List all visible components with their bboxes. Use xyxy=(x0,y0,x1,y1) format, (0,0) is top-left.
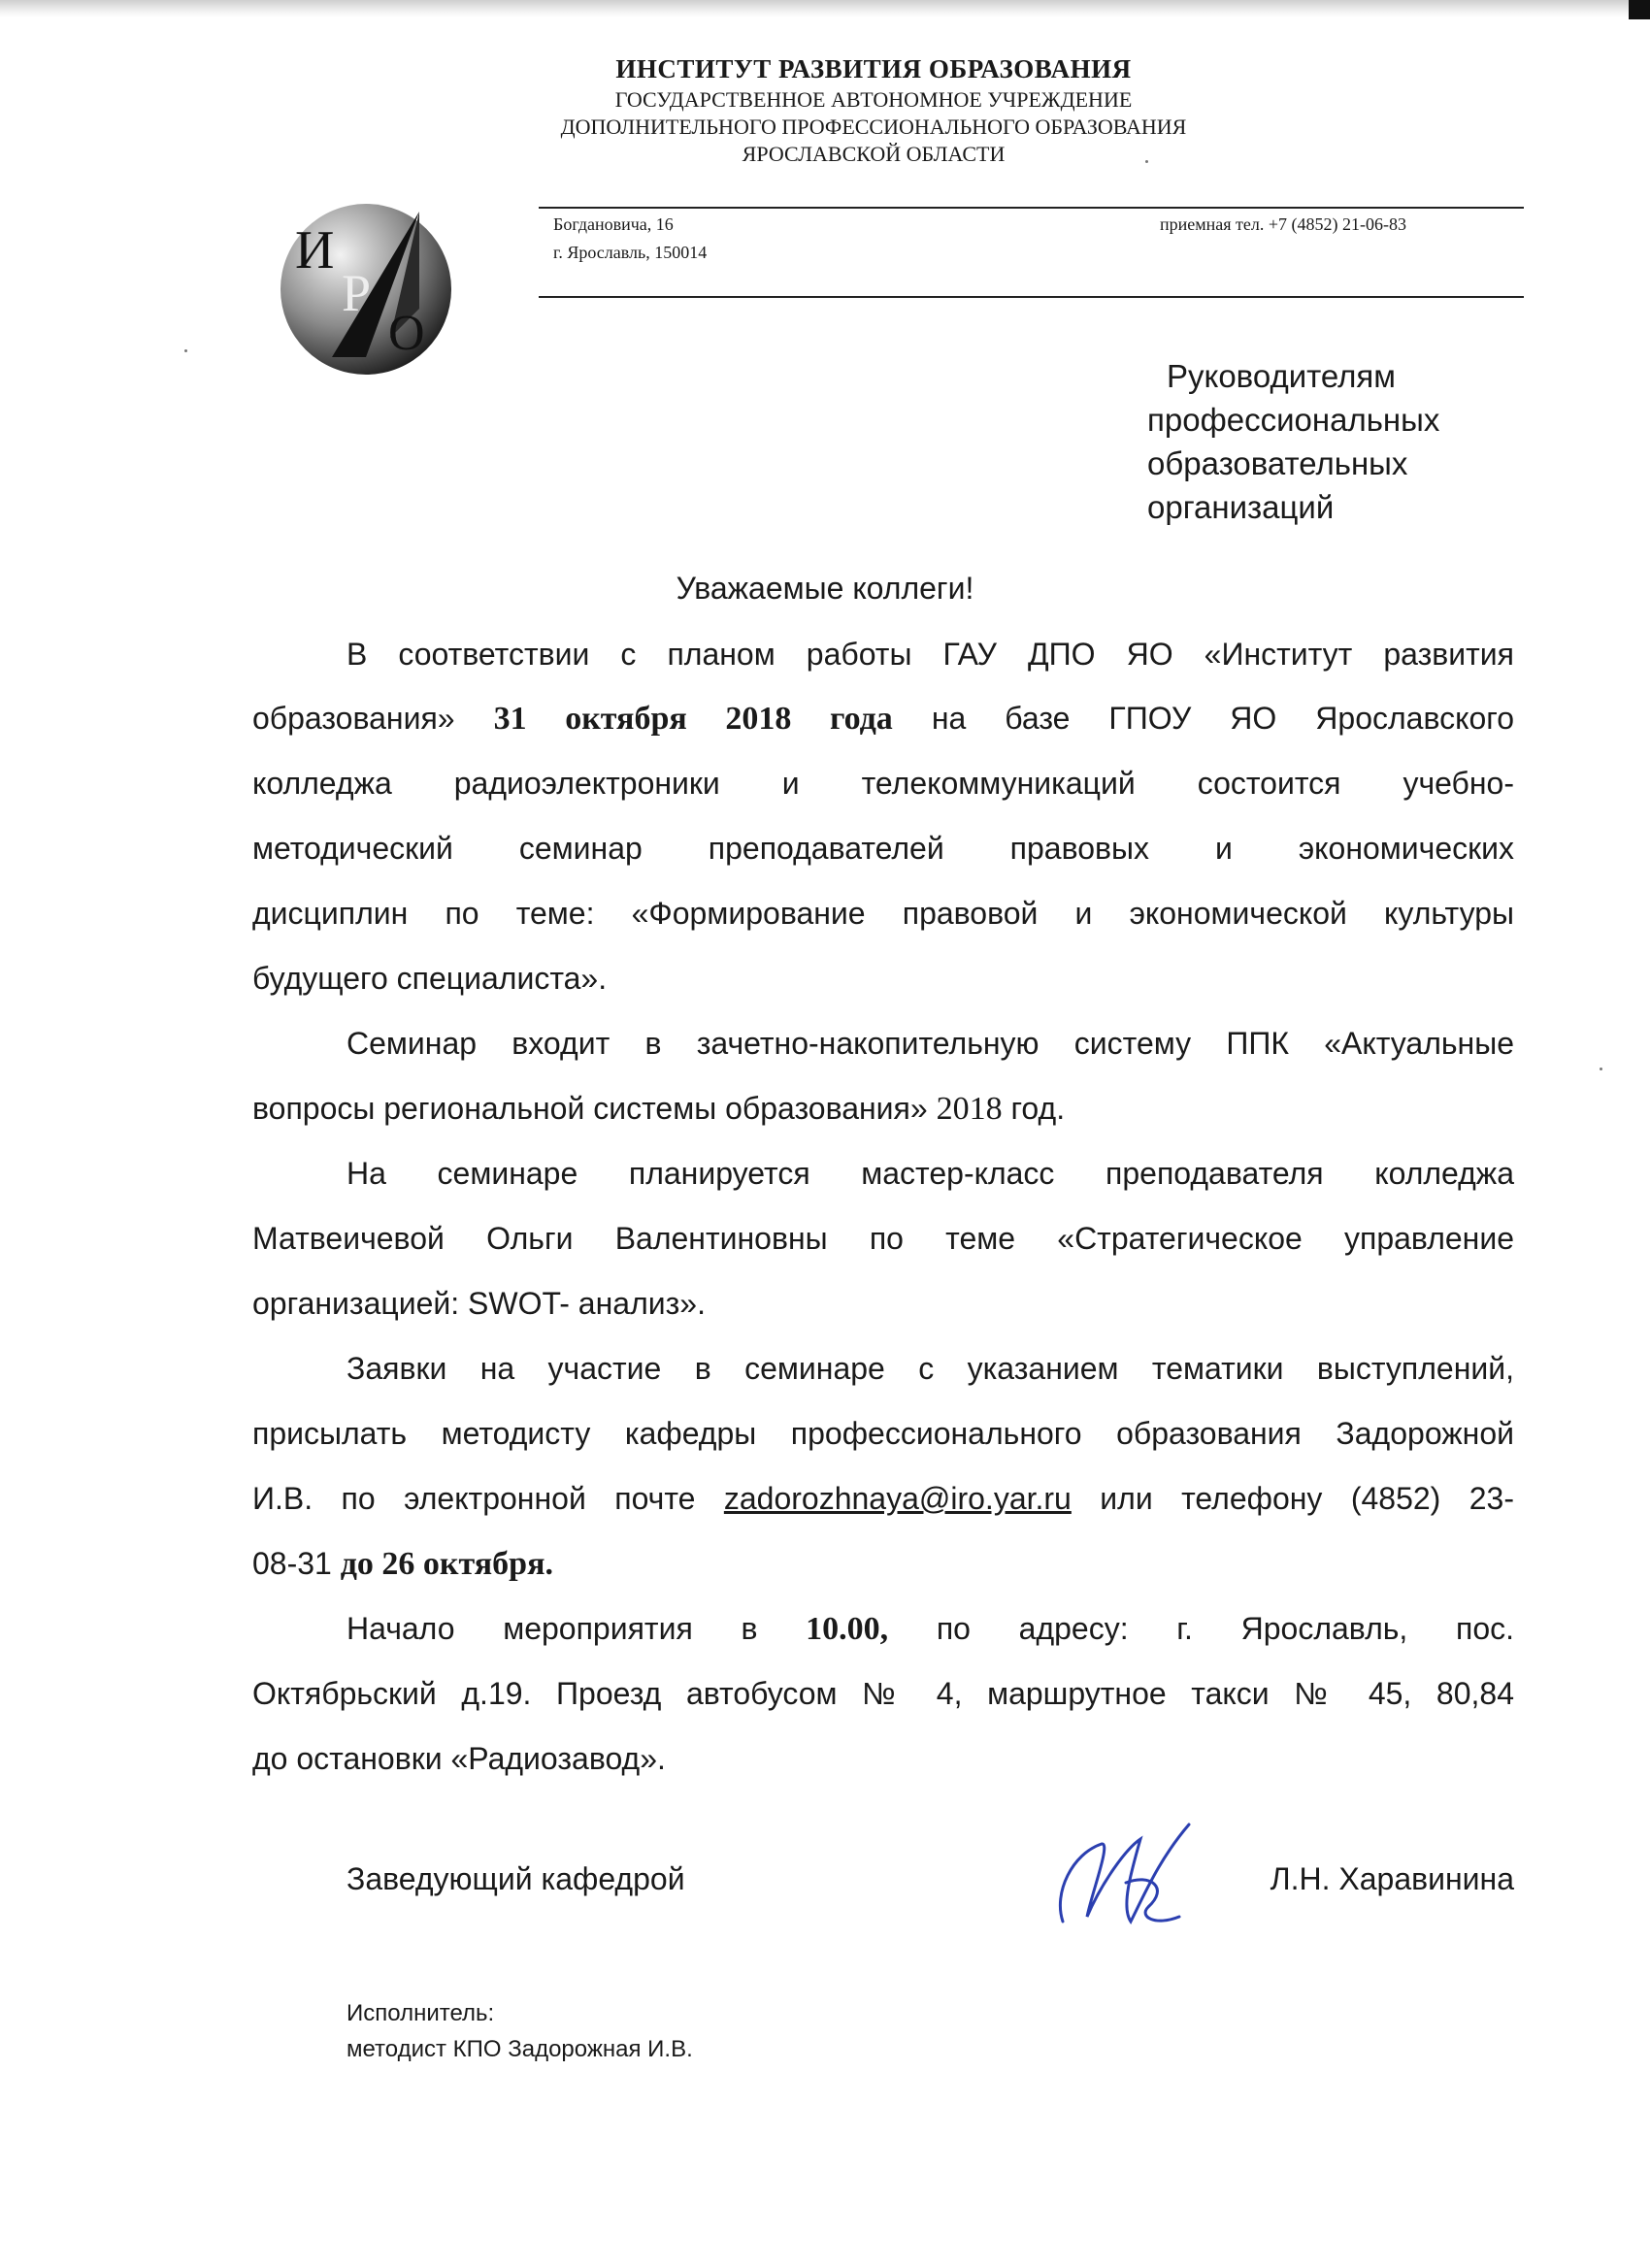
seminar-date: 31 октября 2018 года xyxy=(493,701,893,737)
institute-type-line-2: ДОПОЛНИТЕЛЬНОГО ПРОФЕССИОНАЛЬНОГО ОБРАЗОВАНИЯ xyxy=(560,115,1187,139)
recipient-block xyxy=(1147,354,1555,529)
start-time: 10.00, xyxy=(806,1611,889,1647)
body-line: будущего специалиста». xyxy=(252,961,608,996)
signatory-name: Л.Н. Харавинина xyxy=(1270,1861,1514,1896)
reception-phone: приемная тел. +7 (4852) 21-06-83 xyxy=(1160,214,1407,234)
handwritten-signature xyxy=(1034,1815,1208,1951)
letterhead-bottom-rule xyxy=(539,296,1524,298)
recipient-line: образовательных xyxy=(1147,445,1408,481)
letterhead-top-rule xyxy=(539,207,1524,209)
body-line: Заявки на участие в семинаре с указанием тематики выступлений, xyxy=(346,1351,1514,1386)
greeting: Уважаемые коллеги! xyxy=(676,571,974,606)
recipient-line: Руководителям xyxy=(1167,358,1396,394)
deadline: до 26 октября. xyxy=(340,1546,553,1582)
svg-text:И: И xyxy=(295,220,335,280)
signatory-role: Заведующий кафедрой xyxy=(346,1861,685,1896)
body-line: присылать методисту кафедры профессионального образования Задорожной xyxy=(252,1416,1514,1451)
body-line: организацией: SWOT- анализ». xyxy=(252,1286,706,1321)
iro-logo xyxy=(274,192,458,377)
scan-corner-mark xyxy=(1629,0,1650,19)
body-line: образования» 31 октября 2018 года на базе ГПОУ ЯО Ярославского xyxy=(252,701,1515,737)
body-line: вопросы региональной системы образования» 2018 год. xyxy=(252,1091,1066,1127)
institute-type-line: ГОСУДАРСТВЕННОЕ АВТОНОМНОЕ УЧРЕЖДЕНИЕ xyxy=(614,87,1133,112)
executor-label: Исполнитель: xyxy=(346,2000,495,2026)
body-line: На семинаре планируется мастер-класс преподавателя колледжа xyxy=(346,1156,1514,1191)
body-line: колледжа радиоэлектроники и телекоммуникаций состоится учебно- xyxy=(252,766,1514,801)
recipient-line: профессиональных xyxy=(1147,402,1440,438)
body-line: Октябрьский д.19. Проезд автобусом № 4, маршрутное такси № 45, 80,84 xyxy=(252,1676,1514,1711)
address-street: Богдановича, 16 xyxy=(553,214,674,234)
body-line: 08-31 до 26 октября. xyxy=(252,1546,553,1582)
scan-speck xyxy=(1600,1068,1602,1070)
svg-text:Р: Р xyxy=(342,264,372,322)
svg-text:О: О xyxy=(388,306,425,361)
institute-name: ИНСТИТУТ РАЗВИТИЯ ОБРАЗОВАНИЯ xyxy=(615,54,1132,83)
body-line: до остановки «Радиозавод». xyxy=(252,1741,666,1776)
body-line: методический семинар преподавателей правовых и экономических xyxy=(252,831,1514,866)
body-line: Матвеичевой Ольги Валентиновны по теме «Стратегическое управление xyxy=(252,1221,1514,1256)
body-line: Семинар входит в зачетно-накопительную систему ППК «Актуальные xyxy=(346,1026,1514,1061)
address-city: г. Ярославль, 150014 xyxy=(553,243,708,262)
scan-edge-shadow xyxy=(0,0,1650,17)
recipient-line: организаций xyxy=(1147,489,1335,525)
body-line: Начало мероприятия в 10.00, по адресу: г. Ярославль, пос. xyxy=(346,1611,1514,1647)
body-line: дисциплин по теме: «Формирование правовой и экономической культуры xyxy=(252,896,1514,931)
institute-region: ЯРОСЛАВСКОЙ ОБЛАСТИ xyxy=(742,142,1006,166)
body-line: И.В. по электронной почте zadorozhnaya@iro.yar.ru или телефону (4852) 23- xyxy=(252,1481,1514,1516)
scan-speck xyxy=(184,349,187,352)
executor-details: методист КПО Задорожная И.В. xyxy=(346,2036,693,2062)
contact-email-link[interactable]: zadorozhnaya@iro.yar.ru xyxy=(723,1481,1072,1516)
body-line: В соответствии с планом работы ГАУ ДПО ЯО «Институт развития xyxy=(346,637,1514,672)
scan-speck xyxy=(1145,160,1148,163)
